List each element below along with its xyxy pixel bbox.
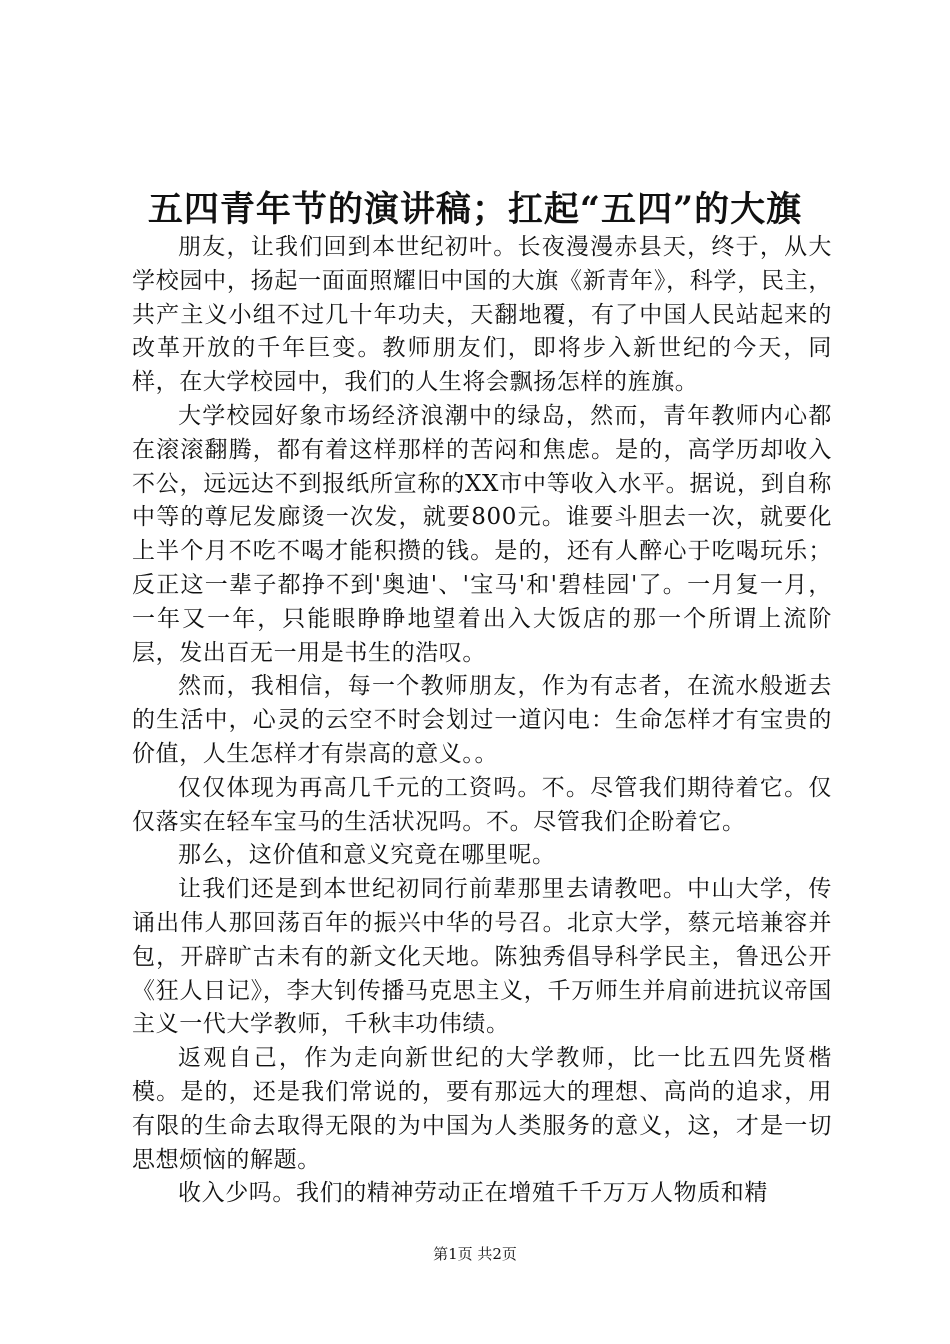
- paragraph-8: 收入少吗。我们的精神劳动正在增殖千千万万人物质和精: [178, 1180, 768, 1207]
- page-footer: 第1页 共2页: [433, 1245, 517, 1263]
- paragraph-2: 大学校园好象市场经济浪潮中的绿岛，然而，青年教师内心都在滚滚翻腾，都有着这样那样的苦闷和焦虑。是的，高学历却收入不公，远远达不到报纸所宣称的XX市中等收入水平。据说，到自称中等的尊尼发廊烫一次发，就要800元。谁要斗胆去一次，就要化上半个月不吃不喝才能积攒的钱。是的，还有人醉心于吃喝玩乐；反正这一辈子都挣不到'奥迪'、'宝马'和'碧桂园'了。一月复一月，一年又一年，只能眼睁睁地望着出入大饭店的那一个所谓上流阶层，发出百无一用是书生的浩叹。: [132, 402, 832, 666]
- paragraph-6: 让我们还是到本世纪初同行前辈那里去请教吧。中山大学，传诵出伟人那回荡百年的振兴中华的号召。北京大学，蔡元培兼容并包，开辟旷古未有的新文化天地。陈独秀倡导科学民主，鲁迅公开《狂人日记》，李大钊传播马克思主义，千万师生并肩前进抗议帝国主义一代大学教师，千秋丰功伟绩。: [132, 876, 832, 1038]
- document-body: [132, 231, 832, 1211]
- paragraph-4: 仅仅体现为再高几千元的工资吗。不。尽管我们期待着它。仅仅落实在轻车宝马的生活状况吗。不。尽管我们企盼着它。: [132, 774, 832, 835]
- paragraph-1: 朋友，让我们回到本世纪初叶。长夜漫漫赤县天，终于，从大学校园中，扬起一面面照耀旧中国的大旗《新青年》，科学，民主，共产主义小组不过几十年功夫，天翻地覆，有了中国人民站起来的改革开放的千年巨变。教师朋友们，即将步入新世纪的今天，同样，在大学校园中，我们的人生将会飘扬怎样的旌旗。: [132, 234, 832, 396]
- paragraph-3: 然而，我相信，每一个教师朋友，作为有志者，在流水般逝去的生活中，心灵的云空不时会划过一道闪电：生命怎样才有宝贵的价值，人生怎样才有崇高的意义。。: [132, 673, 832, 767]
- paragraph-5: 那么，这价值和意义究竟在哪里呢。: [178, 842, 556, 869]
- paragraph-7: 返观自己，作为走向新世纪的大学教师，比一比五四先贤楷模。是的，还是我们常说的，要有那远大的理想、高尚的追求，用有限的生命去取得无限的为中国为人类服务的意义，这，才是一切思想烦恼的解题。: [132, 1045, 832, 1173]
- document-title: 五四青年节的演讲稿；扛起“五四”的大旗: [147, 189, 803, 230]
